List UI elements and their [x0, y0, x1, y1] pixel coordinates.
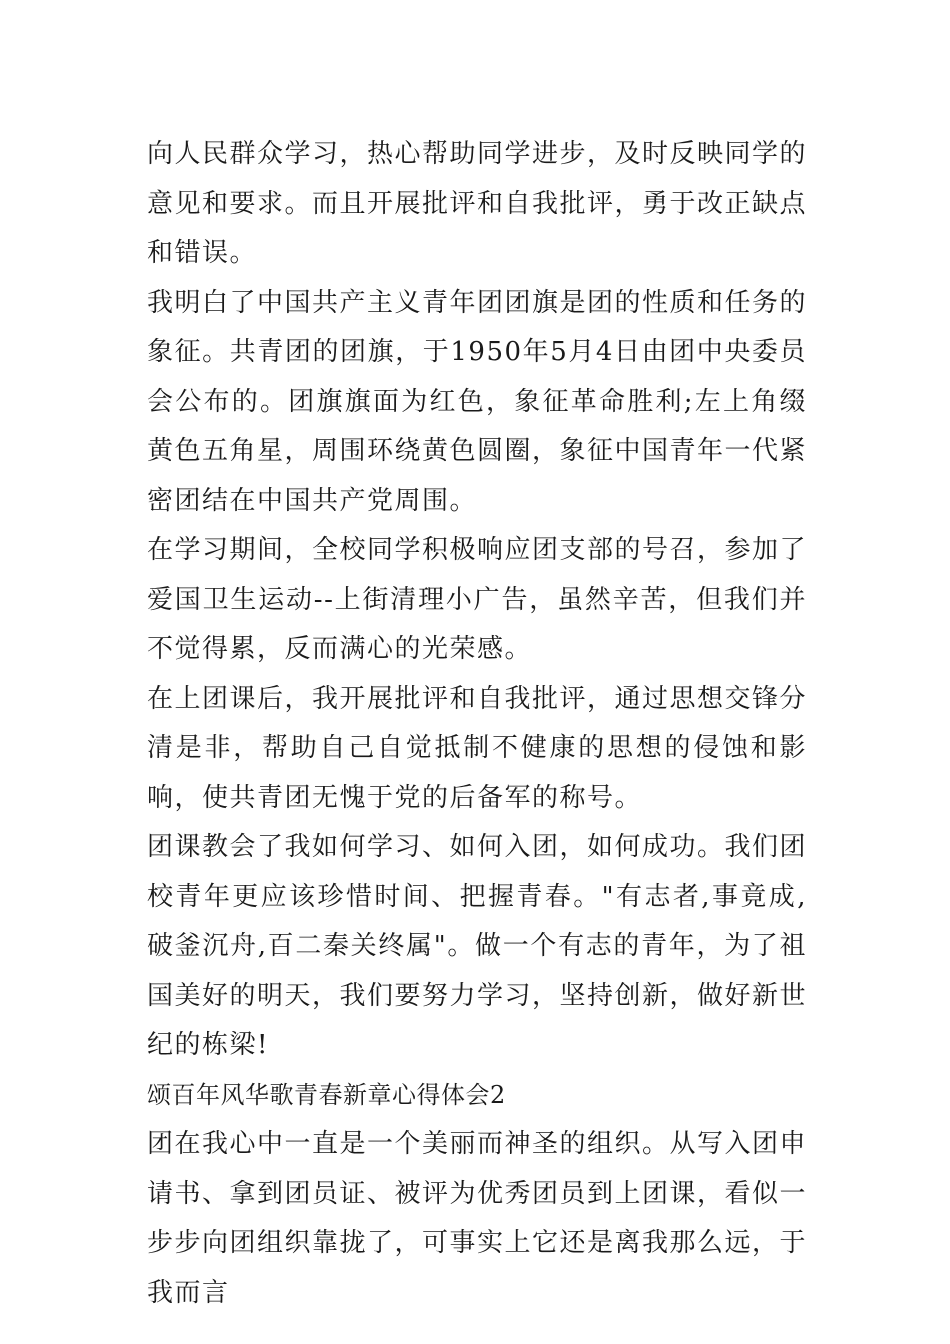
document-body — [147, 130, 807, 1318]
paragraph-4: 在上团课后，我开展批评和自我批评，通过思想交锋分清是非，帮助自己自觉抵制不健康的思想的侵蚀和影响，使共青团无愧于党的后备军的称号。 — [147, 683, 808, 813]
paragraph-3: 在学习期间，全校同学积极响应团支部的号召，参加了爱国卫生运动--上街清理小广告，虽然辛苦，但我们并不觉得累，反而满心的光荣感。 — [147, 535, 808, 664]
paragraph-5: 团课教会了我如何学习、如何入团，如何成功。我们团校青年更应该珍惜时间、把握青春。"有志者,事竟成,破釜沉舟,百二秦关终属"。做一个有志的青年，为了祖国美好的明天，我们要努力学习，坚持创新，做好新世纪的栋梁! — [147, 832, 808, 1060]
paragraph-2: 我明白了中国共产主义青年团团旗是团的性质和任务的象征。共青团的团旗，于1950年5月4日由团中央委员会公布的。团旗旗面为红色，象征革命胜利;左上角缀黄色五角星，周围环绕黄色圆圈，象征中国青年一代紧密团结在中国共产党周围。 — [147, 287, 808, 516]
section-title: 颂百年风华歌青春新章心得体会2 — [147, 1080, 506, 1109]
paragraph-1: 向人民群众学习，热心帮助同学进步，及时反映同学的意见和要求。而且开展批评和自我批评，勇于改正缺点和错误。 — [147, 139, 808, 268]
paragraph-6: 团在我心中一直是一个美丽而神圣的组织。从写入团申请书、拿到团员证、被评为优秀团员到上团课，看似一步步向团组织靠拢了，可事实上它还是离我那么远，于我而言 — [147, 1129, 808, 1308]
